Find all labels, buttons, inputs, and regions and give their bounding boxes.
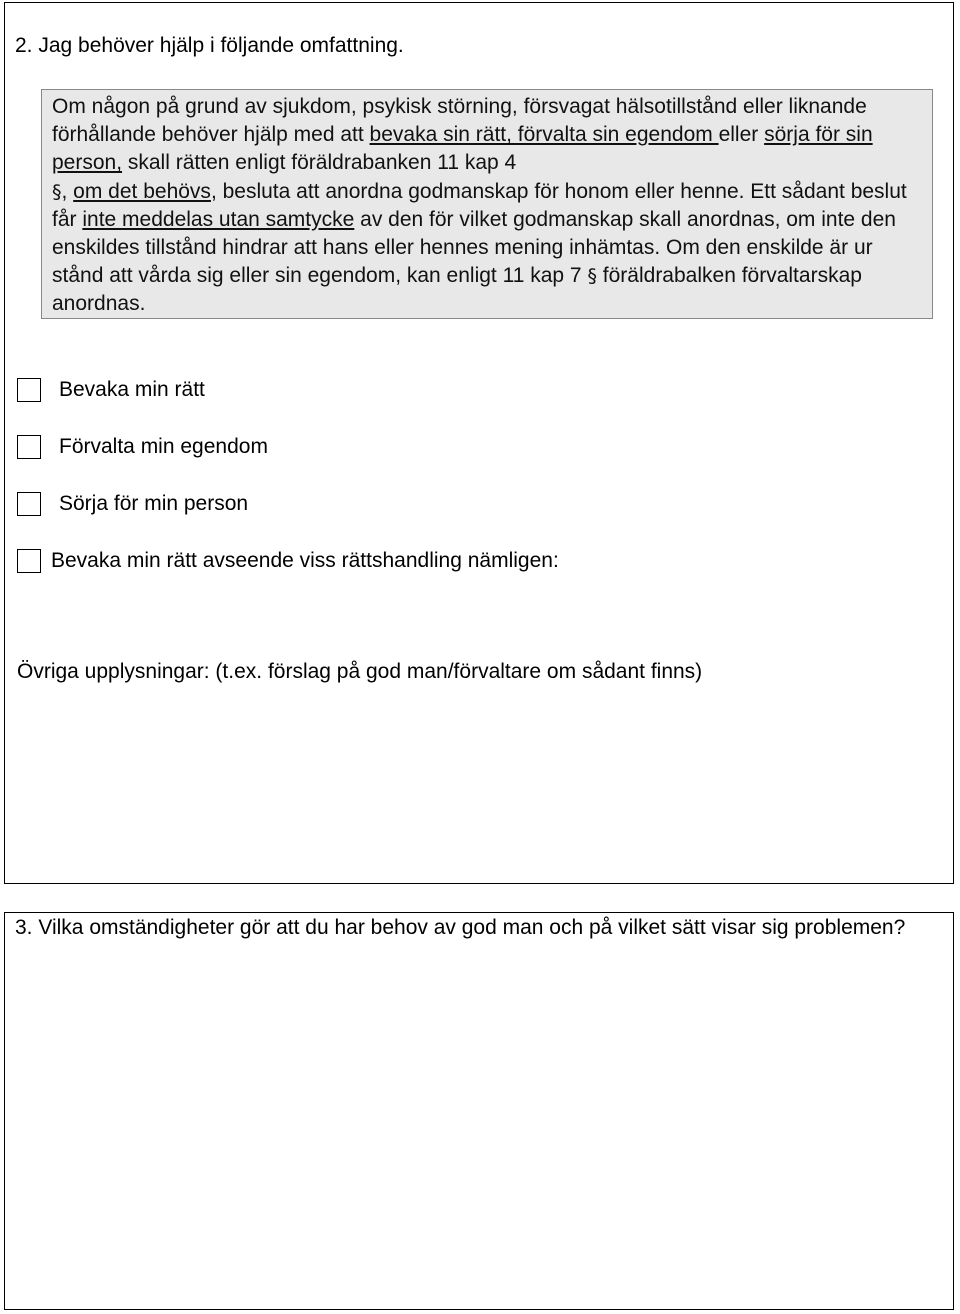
info-text-4: , [61,179,74,203]
section-3-heading: 3. Vilka omständigheter gör att du har behov av god man och på vilket sätt visar sig problemen? [15,916,906,939]
paragraph-sign-icon: § [587,265,597,288]
checkbox-sorja-for-min-person[interactable] [17,492,41,516]
other-info-label: Övriga upplysningar: (t.ex. förslag på god man/förvaltare om sådant finns) [17,660,703,683]
info-text-3: skall rätten enligt föräldrabanken 11 kap 4 [122,151,517,175]
option-label: Bevaka min rätt [59,378,205,401]
info-underline-1: bevaka sin rätt, förvalta sin egendom [369,123,719,147]
option-sorja-for-min-person[interactable] [17,491,248,517]
section-2-heading: 2. Jag behöver hjälp i följande omfattning. [15,34,404,57]
info-underline-4: inte meddelas utan samtycke [82,207,355,231]
checkbox-viss-rattshandling[interactable] [17,549,41,573]
option-viss-rattshandling[interactable] [17,548,559,574]
info-underline-3: om det behövs [73,179,211,203]
paragraph-sign-icon: § [52,180,62,203]
option-label: Förvalta min egendom [59,435,268,458]
section-2-box [4,2,954,884]
option-bevaka-min-ratt[interactable] [17,377,205,403]
option-forvalta-min-egendom[interactable] [17,434,268,460]
info-text-5: , besluta att anordna godmanskap för honom eller henne. Ett sådant beslut får [52,179,907,231]
info-text-2: eller [718,123,765,147]
checkbox-bevaka-min-ratt[interactable] [17,378,41,402]
info-text-6: av den för vilket godmanskap skall anordnas, om inte den enskildes tillstånd hindrar att hans eller hennes mening inhämtas. Om den enskilde är ur stånd att vårda sig eller sin egendom, kan enligt 11 kap 7 [52,207,896,288]
legal-info-box [41,89,933,319]
info-text-1: Om någon på grund av sjukdom, psykisk störning, försvagat hälsotillstånd eller liknande förhållande behöver hjälp med att [52,95,867,147]
option-label: Bevaka min rätt avseende viss rättshandling nämligen: [51,549,559,572]
info-text-7: föräldrabalken förvaltarskap anordnas. [52,264,862,316]
info-underline-2: sörja för sin person, [52,123,873,175]
option-label: Sörja för min person [59,492,249,515]
checkbox-forvalta-min-egendom[interactable] [17,435,41,459]
section-3-box[interactable] [4,912,954,1310]
